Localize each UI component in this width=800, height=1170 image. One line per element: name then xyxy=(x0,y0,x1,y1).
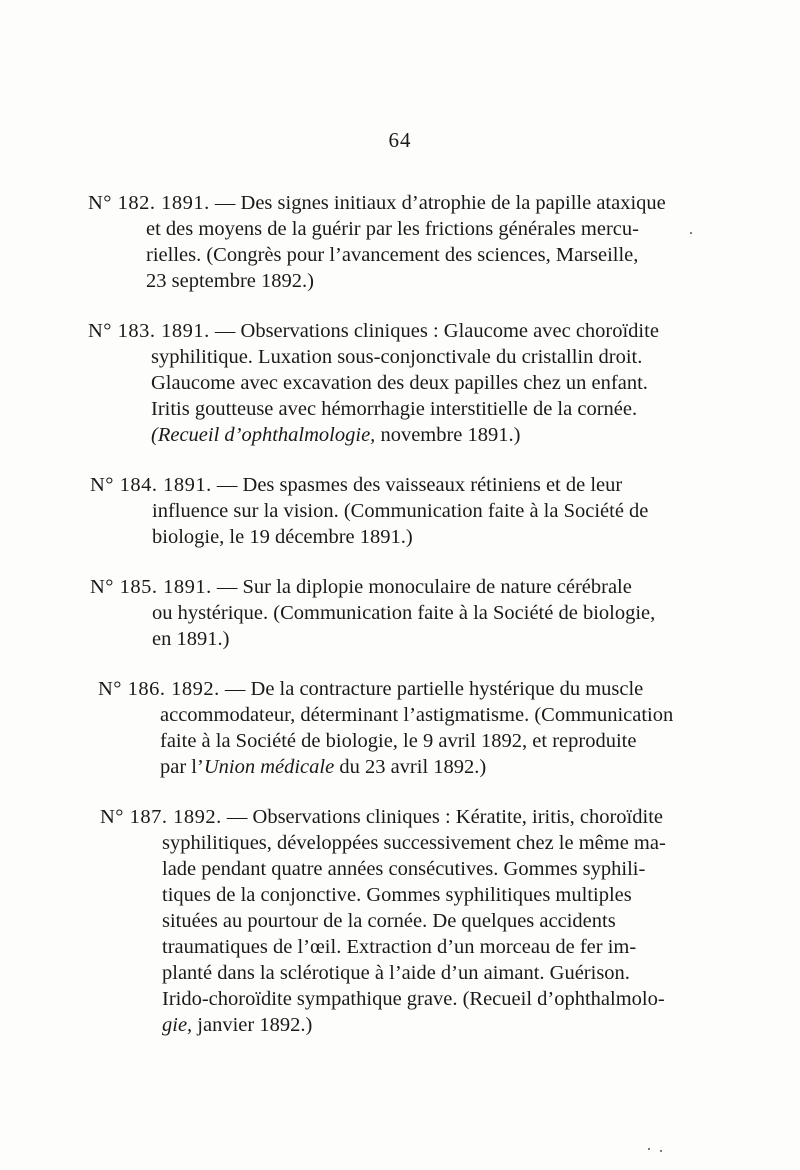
entry-line: lade pendant quatre années consécutives. Gommes syphili- xyxy=(162,858,646,880)
entry-line: tiques de la conjonctive. Gommes syphilitiques multiples xyxy=(162,884,632,906)
entry-line: influence sur la vision. (Communication faite à la Société de xyxy=(152,500,649,522)
entry-line: novembre 1891.) xyxy=(375,424,521,446)
entry-line: — Des spasmes des vaisseaux rétiniens et de leur xyxy=(216,474,623,496)
entry-line: Iritis goutteuse avec hémorrhagie interstitielle de la cornée. xyxy=(151,398,638,420)
entry-184 xyxy=(90,472,680,550)
entry-line: planté dans la sclérotique à l’aide d’un aimant. Guérison. xyxy=(162,962,630,984)
journal-title: Union médicale xyxy=(203,756,335,778)
bibliography-entries xyxy=(0,190,800,1062)
entry-label: N° 182. 1891. xyxy=(88,192,210,214)
entry-line: en 1891.) xyxy=(152,628,230,650)
entry-line: syphilitique. Luxation sous-conjonctivale du cristallin droit. xyxy=(151,346,643,368)
entry-label: N° 183. 1891. xyxy=(88,320,210,342)
entry-line: rielles. (Congrès pour l’avancement des sciences, Marseille, xyxy=(146,244,639,266)
entry-line: biologie, le 19 décembre 1891.) xyxy=(152,526,413,548)
entry-line: Glaucome avec excavation des deux papilles chez un enfant. xyxy=(151,372,648,394)
entry-line: accommodateur, déterminant l’astigmatisme. (Communication xyxy=(160,704,674,726)
entry-line: faite à la Société de biologie, le 9 avril 1892, et reproduite xyxy=(160,730,637,752)
scan-speck xyxy=(660,1150,662,1152)
entry-line: et des moyens de la guérir par les frictions générales mercu- xyxy=(146,218,639,240)
entry-line: — De la contracture partielle hystérique du muscle xyxy=(224,678,644,700)
entry-label: N° 187. 1892. xyxy=(100,806,222,828)
scan-speck xyxy=(690,232,692,234)
entry-line: — Des signes initiaux d’atrophie de la papille ataxique xyxy=(214,192,666,214)
entry-line: traumatiques de l’œil. Extraction d’un morceau de fer im- xyxy=(162,936,637,958)
journal-title: (Recueil d’ophthalmologie, xyxy=(151,424,376,446)
entry-label: N° 185. 1891. xyxy=(90,576,212,598)
entry-line: syphilitiques, développées successivement chez le même ma- xyxy=(162,832,666,854)
entry-line: janvier 1892.) xyxy=(192,1014,313,1036)
entry-187 xyxy=(100,804,690,1038)
journal-title: gie, xyxy=(162,1014,193,1036)
entry-185 xyxy=(90,574,680,652)
entry-label: N° 186. 1892. xyxy=(98,678,220,700)
entry-line: Irido-choroïdite sympathique grave. (Recueil d’ophthalmolo- xyxy=(162,988,665,1010)
entry-line: du 23 avril 1892.) xyxy=(334,756,487,778)
entry-label: N° 184. 1891. xyxy=(90,474,212,496)
scan-speck xyxy=(648,1148,650,1150)
entry-line: situées au pourtour de la cornée. De quelques accidents xyxy=(162,910,616,932)
entry-183 xyxy=(88,318,674,448)
entry-line: — Sur la diplopie monoculaire de nature cérébrale xyxy=(216,576,632,598)
entry-line: ou hystérique. (Communication faite à la Société de biologie, xyxy=(152,602,656,624)
entry-line: 23 septembre 1892.) xyxy=(146,270,314,292)
entry-182 xyxy=(88,190,674,294)
entry-line: par l’ xyxy=(160,756,204,778)
entry-186 xyxy=(98,676,688,780)
entry-line: — Observations cliniques : Glaucome avec choroïdite xyxy=(214,320,659,342)
entry-line: — Observations cliniques : Kératite, iritis, choroïdite xyxy=(226,806,663,828)
page-number: 64 xyxy=(388,128,412,152)
